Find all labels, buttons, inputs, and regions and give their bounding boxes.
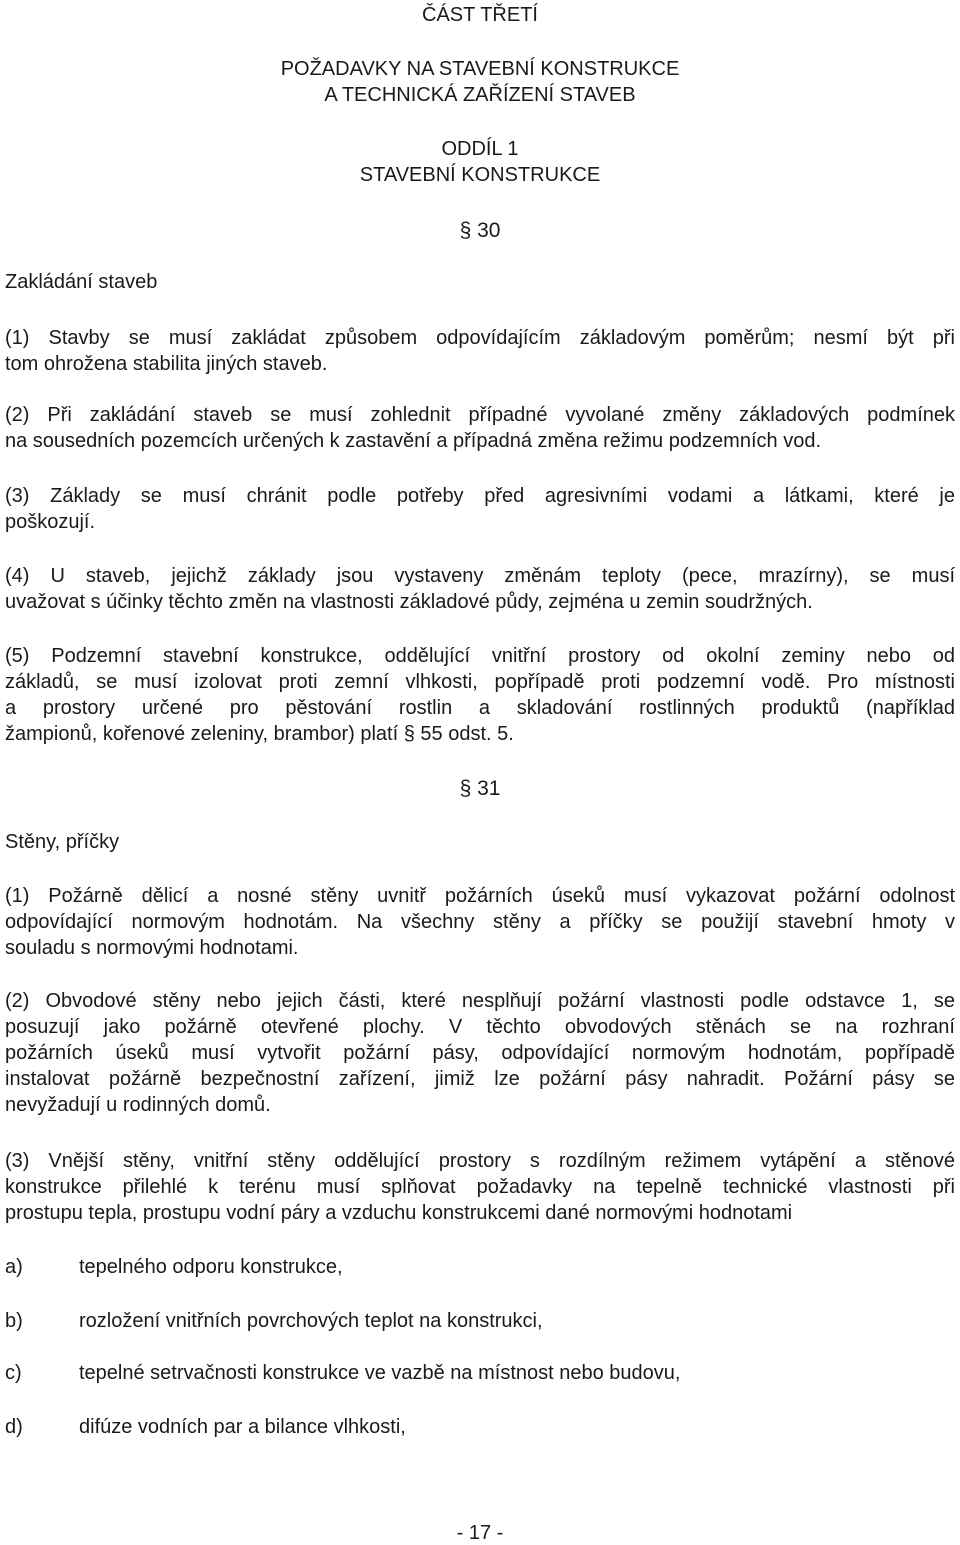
division-title: ODDÍL 1 [441, 138, 519, 160]
paragraph-line: žampionů, kořenové zeleniny, brambor) platí § 55 odst. 5. [5, 723, 514, 745]
list-marker: d) [5, 1416, 23, 1438]
paragraph-line: (1) Stavby se musí zakládat způsobem odpovídajícím základovým poměrům; nesmí být při [5, 327, 955, 349]
paragraph-line: souladu s normovými hodnotami. [5, 937, 299, 959]
section-31-paragraph-1 [5, 883, 955, 961]
section-31-paragraph-3 [5, 1148, 955, 1226]
division-subtitle: STAVEBNÍ KONSTRUKCE [359, 164, 601, 186]
paragraph-line: tom ohrožena stabilita jiných staveb. [5, 353, 328, 375]
section-31-number: § 31 [459, 777, 501, 800]
paragraph-line: odpovídající normovým hodnotám. Na všechny stěny a příčky se použijí stavební hmoty v [5, 911, 955, 933]
section-30-paragraph-4 [5, 563, 955, 615]
paragraph-line: (2) Při zakládání staveb se musí zohlednit případné vyvolané změny základových podmínek [5, 404, 955, 426]
paragraph-line: (1) Požárně dělicí a nosné stěny uvnitř požárních úseků musí vykazovat požární odolnost [5, 885, 955, 907]
paragraph-line: na sousedních pozemcích určených k zastavění a případná změna režimu podzemních vod. [5, 430, 822, 452]
paragraph-line: (2) Obvodové stěny nebo jejich části, které nesplňují požární vlastnosti podle odstavce 1, se [5, 990, 955, 1012]
part-subtitle-2: A TECHNICKÁ ZAŘÍZENÍ STAVEB [324, 84, 636, 106]
paragraph-line: (3) Vnější stěny, vnitřní stěny oddělující prostory s rozdílným režimem vytápění a stěnové [5, 1150, 955, 1172]
section-31-heading: Stěny, příčky [5, 831, 120, 853]
section-30-paragraph-1 [5, 325, 955, 377]
paragraph-line: posuzují jako požárně otevřené plochy. V těchto obvodových stěnách se na rozhraní [5, 1016, 955, 1038]
part-title: ČÁST TŘETÍ [422, 4, 538, 26]
list-marker: a) [5, 1256, 23, 1278]
list-marker: c) [5, 1362, 22, 1384]
section-31-paragraph-2 [5, 988, 955, 1118]
paragraph-line: (4) U staveb, jejichž základy jsou vystaveny změnám teploty (pece, mrazírny), se musí [5, 565, 955, 587]
section-30-paragraph-3 [5, 483, 955, 535]
paragraph-line: konstrukce přilehlé k terénu musí splňovat požadavky na tepelně technické vlastnosti při [5, 1176, 955, 1198]
part-subtitle-1: POŽADAVKY NA STAVEBNÍ KONSTRUKCE [280, 58, 680, 80]
paragraph-line: základů, se musí izolovat proti zemní vlhkosti, popřípadě proti podzemní vodě. Pro místnosti [5, 671, 955, 693]
list-text: tepelného odporu konstrukce, [79, 1256, 343, 1278]
paragraph-line: (3) Základy se musí chránit podle potřeby před agresivními vodami a látkami, které je [5, 485, 955, 507]
section-30-heading: Zakládání staveb [5, 271, 158, 293]
section-30-paragraph-5 [5, 643, 955, 747]
section-30-number: § 30 [459, 219, 501, 242]
paragraph-line: nevyžadují u rodinných domů. [5, 1094, 271, 1116]
list-text: tepelné setrvačnosti konstrukce ve vazbě na místnost nebo budovu, [79, 1362, 681, 1384]
list-marker: b) [5, 1310, 23, 1332]
section-30-paragraph-2 [5, 402, 955, 454]
paragraph-line: požárních úseků musí vytvořit požární pásy, odpovídající normovým hodnotám, popřípadě [5, 1042, 955, 1064]
page-number: - 17 - [456, 1522, 504, 1544]
paragraph-line: a prostory určené pro pěstování rostlin a skladování rostlinných produktů (například [5, 697, 955, 719]
list-text: difúze vodních par a bilance vlhkosti, [79, 1416, 406, 1438]
paragraph-line: (5) Podzemní stavební konstrukce, oddělující vnitřní prostory od okolní zeminy nebo od [5, 645, 955, 667]
paragraph-line: uvažovat s účinky těchto změn na vlastnosti základové půdy, zejména u zemin soudržných. [5, 591, 813, 613]
list-text: rozložení vnitřních povrchových teplot na konstrukci, [79, 1310, 543, 1332]
paragraph-line: prostupu tepla, prostupu vodní páry a vzduchu konstrukcemi dané normovými hodnotami [5, 1202, 793, 1224]
paragraph-line: poškozují. [5, 511, 96, 533]
paragraph-line: instalovat požárně bezpečnostní zařízení, jimiž lze požární pásy nahradit. Požární pásy se [5, 1068, 955, 1090]
